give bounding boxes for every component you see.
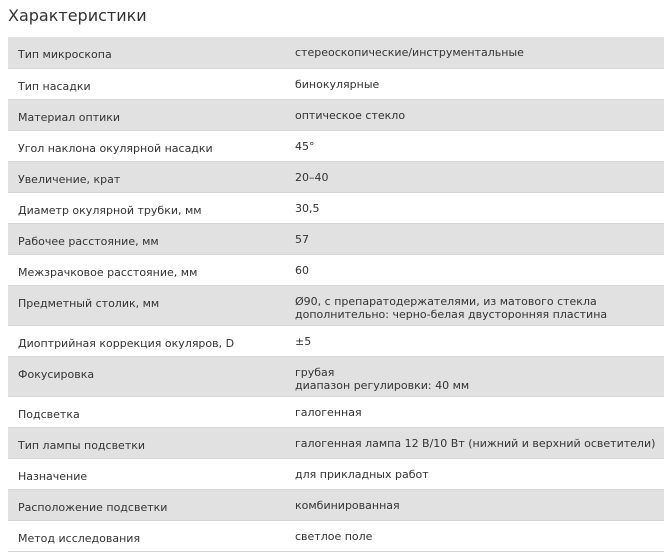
spec-value-line: галогенная лампа 12 В/10 Вт (нижний и верхний осветители) bbox=[295, 436, 656, 450]
spec-value-line: Ø90, с препаратодержателями, из матового стекла bbox=[295, 294, 597, 308]
spec-value bbox=[283, 489, 664, 520]
spec-name: Диоптрийная коррекция окуляров, D bbox=[8, 325, 283, 356]
spec-name: Угол наклона окулярной насадки bbox=[8, 130, 283, 161]
spec-row bbox=[8, 285, 664, 325]
spec-row bbox=[8, 325, 664, 356]
spec-value-line: ±5 bbox=[295, 334, 312, 348]
spec-name: Тип лампы подсветки bbox=[8, 427, 283, 458]
spec-value bbox=[283, 285, 664, 325]
spec-value bbox=[283, 161, 664, 192]
spec-value-line: комбинированная bbox=[295, 498, 400, 512]
spec-value-line: стереоскопические/инструментальные bbox=[295, 46, 524, 59]
spec-value-line: оптическое стекло bbox=[295, 108, 406, 122]
spec-value-line: галогенная bbox=[295, 405, 362, 419]
spec-value-line: диапазон регулировки: 40 мм bbox=[295, 378, 470, 392]
spec-row bbox=[8, 37, 664, 68]
spec-name: Рабочее расстояние, мм bbox=[8, 223, 283, 254]
spec-value bbox=[283, 68, 664, 99]
spec-value bbox=[283, 458, 664, 489]
spec-value bbox=[283, 325, 664, 356]
spec-row bbox=[8, 192, 664, 223]
spec-value bbox=[283, 356, 664, 396]
spec-name: Предметный столик, мм bbox=[8, 285, 283, 325]
specifications-table bbox=[8, 37, 664, 552]
spec-row bbox=[8, 99, 664, 130]
spec-value bbox=[283, 520, 664, 551]
spec-name: Метод исследования bbox=[8, 520, 283, 551]
spec-value bbox=[283, 130, 664, 161]
spec-value bbox=[283, 254, 664, 285]
spec-name: Материал оптики bbox=[8, 99, 283, 130]
spec-row bbox=[8, 254, 664, 285]
spec-name: Тип микроскопа bbox=[8, 37, 283, 68]
spec-value-line: 30,5 bbox=[295, 201, 320, 215]
spec-name: Увеличение, крат bbox=[8, 161, 283, 192]
spec-row bbox=[8, 356, 664, 396]
spec-name: Назначение bbox=[8, 458, 283, 489]
spec-name: Подсветка bbox=[8, 396, 283, 427]
spec-value-line: светлое поле bbox=[295, 529, 373, 543]
spec-value-line: для прикладных работ bbox=[295, 467, 429, 481]
spec-value-line: 45° bbox=[295, 139, 315, 153]
spec-row bbox=[8, 427, 664, 458]
spec-value bbox=[283, 396, 664, 427]
spec-value-line: дополнительно: черно-белая двусторонняя пластина bbox=[295, 307, 608, 321]
spec-value-line: грубая bbox=[295, 365, 335, 379]
spec-value bbox=[283, 99, 664, 130]
spec-name: Расположение подсветки bbox=[8, 489, 283, 520]
spec-value-line: 20–40 bbox=[295, 170, 329, 184]
spec-value bbox=[283, 223, 664, 254]
spec-value-line: бинокулярные bbox=[295, 77, 380, 91]
spec-value-line: 60 bbox=[295, 263, 309, 277]
spec-value bbox=[283, 192, 664, 223]
spec-row bbox=[8, 223, 664, 254]
spec-row bbox=[8, 489, 664, 520]
spec-row bbox=[8, 68, 664, 99]
spec-name: Межзрачковое расстояние, мм bbox=[8, 254, 283, 285]
spec-row bbox=[8, 396, 664, 427]
spec-name: Диаметр окулярной трубки, мм bbox=[8, 192, 283, 223]
section-heading: Характеристики bbox=[8, 6, 147, 25]
spec-row bbox=[8, 130, 664, 161]
spec-row bbox=[8, 520, 664, 551]
spec-value-line: 57 bbox=[295, 232, 309, 246]
spec-row bbox=[8, 161, 664, 192]
spec-name: Фокусировка bbox=[8, 356, 283, 396]
spec-value bbox=[283, 427, 664, 458]
spec-value bbox=[283, 37, 664, 68]
spec-row bbox=[8, 458, 664, 489]
spec-name: Тип насадки bbox=[8, 68, 283, 99]
